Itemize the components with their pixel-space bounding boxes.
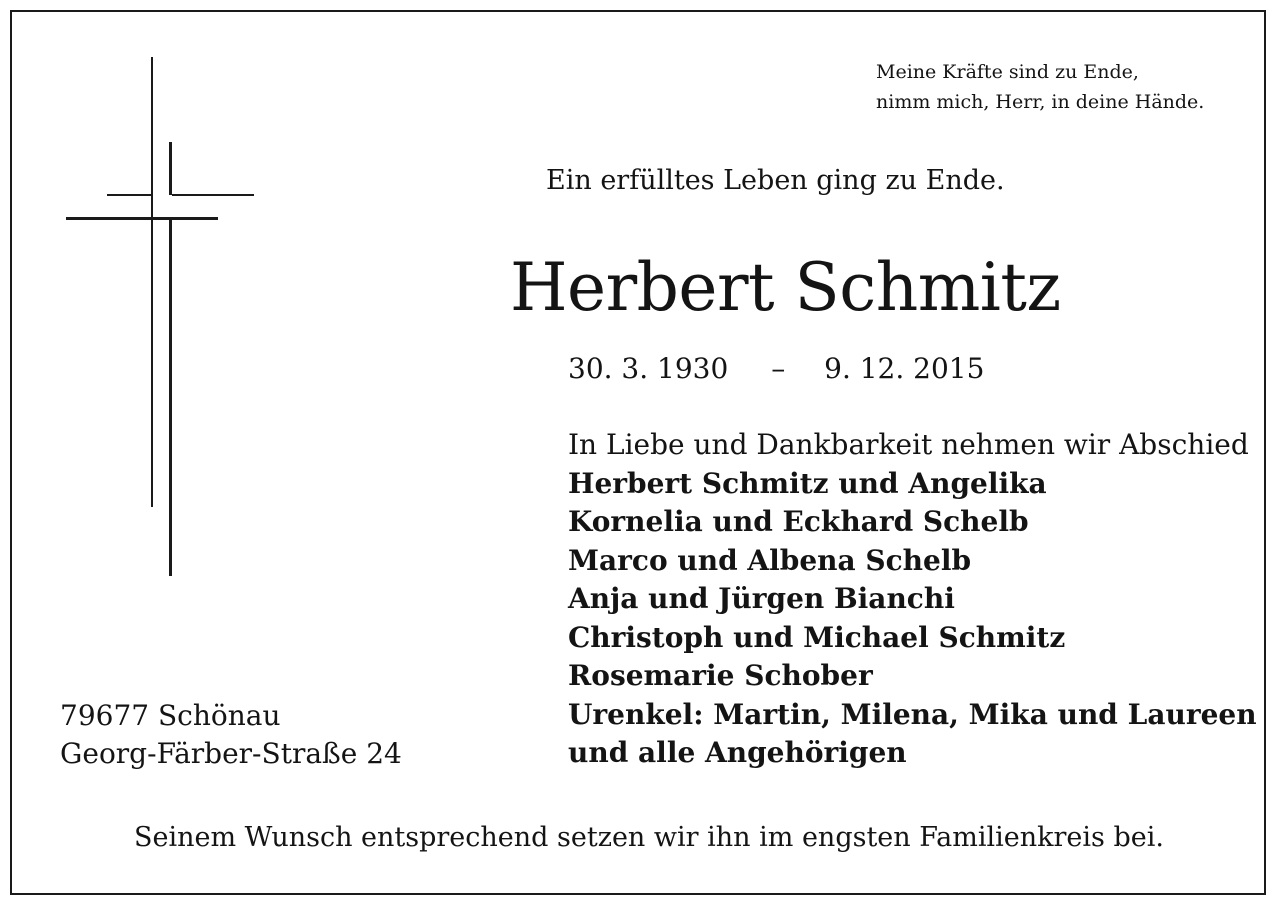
mourner-name: Anja und Jürgen Bianchi [568, 582, 955, 615]
death-date: 9. 12. 2015 [824, 352, 985, 385]
cross-back-horizontal-left [107, 194, 152, 196]
mourners-lead: In Liebe und Dankbarkeit nehmen wir Abschied [568, 428, 1249, 461]
mourner-name: Christoph und Michael Schmitz [568, 620, 1066, 654]
mourner-name: Marco und Albena Schelb [568, 543, 972, 577]
mourner-name: Herbert Schmitz und Angelika [568, 466, 1047, 500]
address-city: 79677 Schönau [60, 699, 281, 732]
motto-line: Meine Kräfte sind zu Ende, [876, 61, 1139, 83]
mourner-name: Urenkel: Martin, Milena, Mika und Laureen [568, 697, 1257, 731]
motto-line: nimm mich, Herr, in deine Hände. [876, 91, 1205, 113]
intro-sentence: Ein erfülltes Leben ging zu Ende. [546, 165, 1005, 196]
mourner-name: Kornelia und Eckhard Schelb [568, 505, 1029, 538]
family-address [60, 697, 402, 773]
date-separator: – [771, 352, 786, 385]
address-street: Georg-Färber-Straße 24 [60, 737, 402, 770]
mourner-name: und alle Angehörigen [568, 736, 907, 769]
cross-front-horizontal [66, 217, 218, 220]
life-dates [568, 349, 984, 389]
birth-date: 30. 3. 1930 [568, 352, 729, 385]
funeral-note: Seinem Wunsch entsprechend setzen wir ihn im engsten Familienkreis bei. [134, 822, 1164, 853]
bible-motto [876, 57, 1204, 117]
mourner-name: Rosemarie Schober [568, 659, 873, 692]
cross-back-vertical [151, 57, 153, 507]
cross-front-vertical-bottom [169, 220, 172, 576]
deceased-name: Herbert Schmitz [510, 249, 1061, 326]
cross-front-vertical-top [169, 142, 172, 195]
mourners-block [568, 426, 1257, 773]
cross-back-horizontal-right [172, 194, 254, 196]
